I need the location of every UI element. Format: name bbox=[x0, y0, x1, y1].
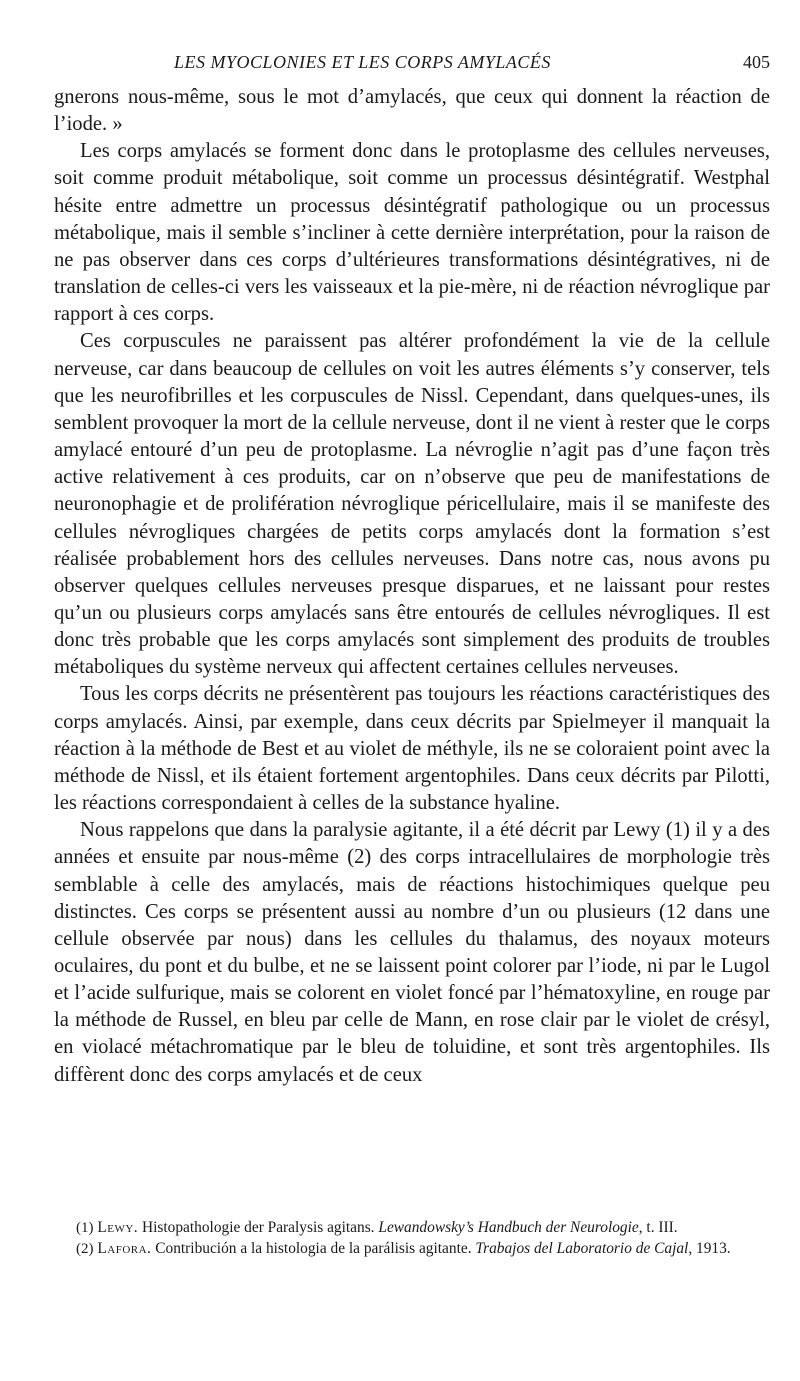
footnote-source: Lewandowsky’s Handbuch der Neurologie bbox=[378, 1219, 639, 1236]
page-number: 405 bbox=[743, 52, 770, 72]
footnote-author: Lafora. bbox=[97, 1239, 152, 1257]
paragraph: Ces corpuscules ne paraissent pas altérer profondément la vie de la cellule nerveuse, car dans beaucoup de cellules on voit les autres éléments s’y conserver, tels que les neurofibrilles et les corpuscules de Nissl. Cependant, dans quelques-unes, ils semblent provoquer la mort de la cellule nerveuse, dont il ne vient à rester que le corps amylacé entouré d’un peu de protoplasme. La névroglie n’agit pas d’une façon très active relativement à ces produits, car on n’observe que peu de manifestations de neuronophagie et de prolifération névroglique péricellulaire, mais il se manifeste des cellules névrogliques chargées de petits corps amylacés dont la formation s’est réalisée probablement hors des cellules nerveuses. Dans notre cas, nous avons pu observer quelques cellules nerveuses presque disparues, et ne laissant pour restes qu’un ou plusieurs corps amylacés sans être entourés de cellules névrogliques. Il est donc très probable que les corps amylacés sont simplement des produits de troubles métaboliques du système nerveux qui affectent certaines cellules nerveuses. bbox=[54, 330, 770, 679]
footnote-text: Histopathologie der Paralysis agitans. bbox=[138, 1219, 379, 1236]
footnote-mark: (2) bbox=[76, 1240, 94, 1257]
footnote bbox=[54, 1239, 770, 1260]
page-header bbox=[54, 52, 774, 82]
footnote-mark: (1) bbox=[76, 1220, 94, 1236]
footnote-author: Lewy. bbox=[97, 1219, 139, 1236]
footnotes bbox=[54, 1218, 770, 1259]
footnote-tail: , 1913. bbox=[688, 1239, 731, 1257]
paragraph-continued: gnerons nous-même, sous le mot d’amylacés, que ceux qui donnent la réaction de l’iode. » bbox=[54, 86, 770, 136]
paragraph: Nous rappelons que dans la paralysie agitante, il a été décrit par Lewy (1) il y a des années et ensuite par nous-même (2) des corps intracellulaires de morphologie très semblable à celle des amylacés, mais de réactions histochimiques quelque peu distinctes. Ces corps se présentent aussi au nombre d’un ou plusieurs (12 dans une cellule observée par nous) dans les cellules du thalamus, des noyaux moteurs oculaires, du pont et du bulbe, et ne se laissent point colorer par l’iode, ni par le Lugol et l’acide sulfurique, mais se colorent en violet foncé par l’hématoxyline, en rouge par la méthode de Russel, en bleu par celle de Mann, en rose clair par le violet de crésyl, en violacé métachromatique par le bleu de toluidine, et sont très argentophiles. Ils diffèrent donc des corps amylacés et de ceux bbox=[54, 819, 770, 1086]
running-title: LES MYOCLONIES ET LES CORPS AMYLACÉS bbox=[174, 52, 551, 72]
paragraph: Tous les corps décrits ne présentèrent pas toujours les réactions caractéristiques des corps amylacés. Ainsi, par exemple, dans ceux décrits par Spielmeyer il manquait la réaction à la méthode de Best et au violet de méthyle, ils ne se coloraient point avec la méthode de Nissl, et ils étaient fortement argentophiles. Dans ceux décrits par Pilotti, les réactions correspondaient à celles de la substance hyaline. bbox=[54, 683, 770, 815]
paragraph: Les corps amylacés se forment donc dans le protoplasme des cellules nerveuses, soit comme produit métabolique, soit comme un processus désintégratif. Westphal hésite entre admettre un processus désintégratif pathologique ou un processus métabolique, mais il semble s’incliner à cette dernière interprétation, pour la raison de ne pas observer dans ces corps d’ultérieures transformations désintégratives, ni de translation de celles-ci vers les vaisseaux et la pie-mère, ni de réaction névroglique par rapport à ces corps. bbox=[54, 140, 770, 326]
footnote-tail: , t. III. bbox=[638, 1219, 678, 1236]
footnote bbox=[54, 1218, 770, 1239]
footnote-source: Trabajos del Laboratorio de Cajal bbox=[475, 1239, 689, 1257]
body-text bbox=[54, 84, 770, 1089]
footnote-text: Contribución a la histologia de la parálisis agitante. bbox=[151, 1239, 476, 1257]
